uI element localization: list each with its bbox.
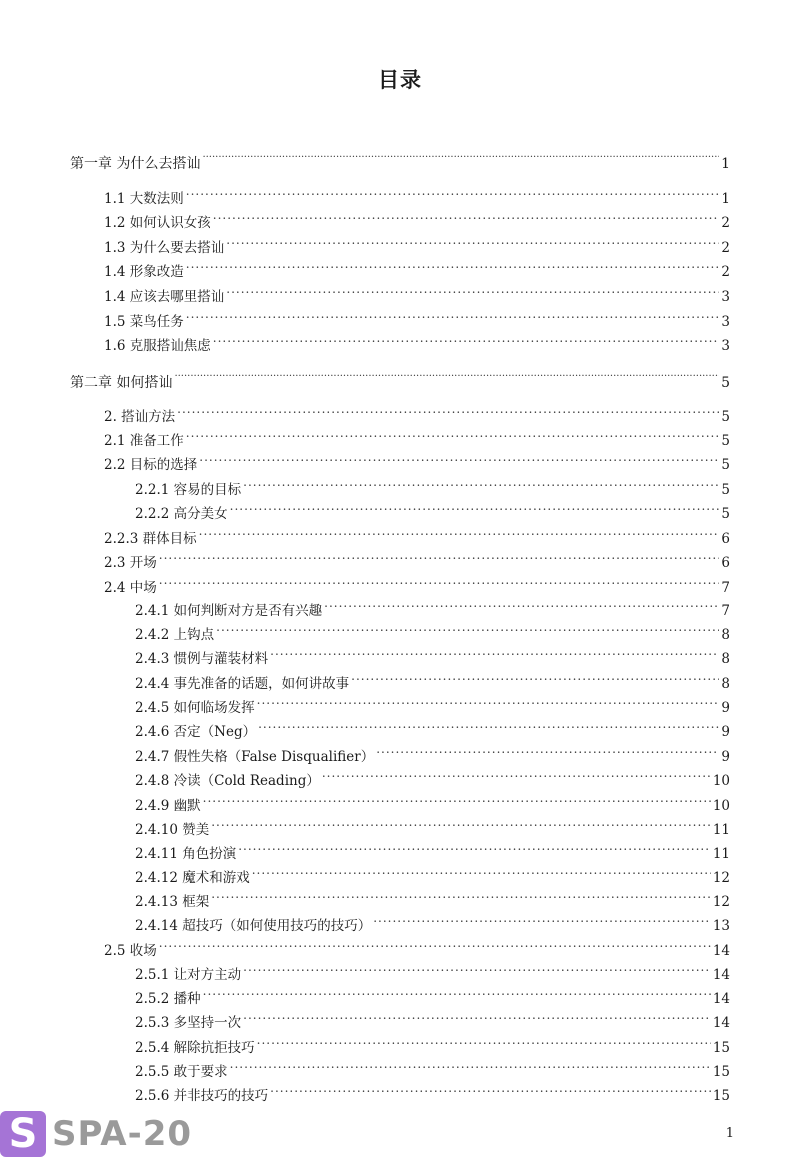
toc-entry[interactable] xyxy=(104,525,730,548)
toc-entry[interactable] xyxy=(135,816,730,839)
toc-entry[interactable] xyxy=(135,694,730,717)
toc-entry-page: 5 xyxy=(721,506,730,522)
dot-leader xyxy=(213,209,720,227)
toc-entry[interactable] xyxy=(135,621,730,644)
toc-entry[interactable] xyxy=(135,670,730,693)
toc-entry-label: 2.4.9 幽默 xyxy=(135,798,201,814)
toc-entry[interactable] xyxy=(135,500,730,523)
toc-entry-page: 1 xyxy=(721,191,730,207)
dot-leader xyxy=(177,403,719,421)
toc-entry-page: 7 xyxy=(721,603,730,619)
toc-entry[interactable] xyxy=(104,258,730,281)
dot-leader xyxy=(226,283,719,301)
dot-leader xyxy=(351,670,719,688)
dot-leader xyxy=(257,1034,711,1052)
toc-entry-label: 1.5 菜鸟任务 xyxy=(104,314,184,330)
dot-leader xyxy=(186,185,720,203)
toc-entry-page: 3 xyxy=(721,314,730,330)
toc-entry-page: 2 xyxy=(721,240,730,256)
toc-entry[interactable] xyxy=(135,1034,730,1057)
dot-leader xyxy=(202,150,719,168)
toc-entry-page: 13 xyxy=(712,918,730,934)
toc-entry-page: 11 xyxy=(712,822,730,838)
page-title: 目录 xyxy=(378,68,422,92)
toc-entry-page: 3 xyxy=(721,289,730,305)
toc-entry-label: 2.4 中场 xyxy=(104,580,157,596)
toc-entry[interactable] xyxy=(104,451,730,474)
toc-entry-label: 2.5 收场 xyxy=(104,943,157,959)
toc-entry-label: 2.4.7 假性失格（False Disqualifier） xyxy=(135,749,375,765)
toc-entry[interactable] xyxy=(104,209,730,232)
toc-entry-label: 1.1 大数法则 xyxy=(104,191,184,207)
toc-entry-page: 2 xyxy=(721,264,730,280)
dot-leader xyxy=(174,369,719,387)
dot-leader xyxy=(203,792,711,810)
toc-entry-page: 3 xyxy=(721,338,730,354)
toc-entry-page: 2 xyxy=(721,215,730,231)
toc-entry-label: 2.4.14 超技巧（如何使用技巧的技巧） xyxy=(135,918,372,934)
toc-entry-page: 9 xyxy=(721,749,730,765)
toc-entry-label: 2.4.6 否定（Neg） xyxy=(135,724,257,740)
toc-entry-label: 2.5.2 播种 xyxy=(135,991,201,1007)
dot-leader xyxy=(203,985,711,1003)
toc-entry-page: 15 xyxy=(712,1088,730,1104)
toc-entry-label: 2.4.8 冷读（Cold Reading） xyxy=(135,773,320,789)
toc-entry[interactable] xyxy=(135,1058,730,1081)
dot-leader xyxy=(324,597,719,615)
page-number: 1 xyxy=(725,1126,734,1141)
toc-entry-label: 1.3 为什么要去搭讪 xyxy=(104,240,225,256)
toc-entry[interactable] xyxy=(135,476,730,499)
dot-leader xyxy=(159,574,720,592)
toc-entry[interactable] xyxy=(135,597,730,620)
toc-entry-page: 10 xyxy=(712,798,730,814)
toc-entry-label: 2.4.10 赞美 xyxy=(135,822,210,838)
dot-leader xyxy=(322,767,711,785)
toc-entry-label: 2.5.6 并非技巧的技巧 xyxy=(135,1088,269,1104)
toc-entry-label: 2.4.13 框架 xyxy=(135,894,210,910)
logo-text: SPA-20 xyxy=(52,1114,193,1154)
dot-leader xyxy=(216,621,719,639)
toc-entry-label: 2.4.2 上钩点 xyxy=(135,627,215,643)
toc-entry-page: 11 xyxy=(712,846,730,862)
dot-leader xyxy=(238,840,711,858)
toc-entry[interactable] xyxy=(135,1082,730,1105)
toc-entry-label: 2.2.1 容易的目标 xyxy=(135,482,242,498)
toc-entry[interactable] xyxy=(135,767,730,790)
toc-entry-label: 2.2 目标的选择 xyxy=(104,457,198,473)
toc-chapter-entry[interactable] xyxy=(70,150,730,173)
dot-leader xyxy=(213,332,720,350)
toc-entry-page: 14 xyxy=(712,1015,730,1031)
dot-leader xyxy=(258,718,719,736)
toc-entry[interactable] xyxy=(104,234,730,257)
dot-leader xyxy=(230,500,720,518)
toc-entry-page: 10 xyxy=(712,773,730,789)
toc-entry[interactable] xyxy=(135,840,730,863)
toc-entry[interactable] xyxy=(104,574,730,597)
toc-entry-label: 2.1 准备工作 xyxy=(104,433,184,449)
dot-leader xyxy=(199,451,719,469)
toc-entry-label: 2.4.1 如何判断对方是否有兴趣 xyxy=(135,603,323,619)
toc-entry-label: 1.6 克服搭讪焦虑 xyxy=(104,338,211,354)
dot-leader xyxy=(186,308,720,326)
toc-entry-label: 1.2 如何认识女孩 xyxy=(104,215,211,231)
toc-entry[interactable] xyxy=(104,332,730,355)
dot-leader xyxy=(252,864,711,882)
toc-entry-page: 12 xyxy=(712,870,730,886)
toc-entry-page: 14 xyxy=(712,943,730,959)
toc-entry-page: 9 xyxy=(721,724,730,740)
dot-leader xyxy=(243,961,711,979)
toc-entry-label: 2.4.3 惯例与灌装材料 xyxy=(135,651,269,667)
toc-entry-label: 第二章 如何搭讪 xyxy=(70,375,173,391)
toc-entry-label: 第一章 为什么去搭讪 xyxy=(70,156,201,172)
toc-entry[interactable] xyxy=(135,743,730,766)
toc-entry-page: 6 xyxy=(721,555,730,571)
toc-entry-label: 2.2.3 群体目标 xyxy=(104,531,197,547)
logo-mark: S xyxy=(0,1111,46,1157)
toc-entry-label: 2.4.11 角色扮演 xyxy=(135,846,237,862)
toc-entry[interactable] xyxy=(135,985,730,1008)
toc-entry-page: 5 xyxy=(721,375,730,391)
dot-leader xyxy=(376,743,719,761)
toc-entry-page: 5 xyxy=(721,457,730,473)
watermark-logo xyxy=(0,1111,192,1157)
toc-entry-label: 2.5.1 让对方主动 xyxy=(135,967,242,983)
toc-entry-page: 1 xyxy=(721,156,730,172)
toc-entry-label: 2.4.5 如何临场发挥 xyxy=(135,700,255,716)
toc-entry-label: 2. 搭讪方法 xyxy=(104,409,176,425)
toc-entry[interactable] xyxy=(135,864,730,887)
toc-entry-page: 5 xyxy=(721,433,730,449)
dot-leader xyxy=(159,549,720,567)
toc-entry[interactable] xyxy=(135,1009,730,1032)
toc-entry-page: 8 xyxy=(721,627,730,643)
dot-leader xyxy=(211,888,711,906)
toc-entry-page: 14 xyxy=(712,991,730,1007)
toc-entry-label: 1.4 形象改造 xyxy=(104,264,184,280)
toc-entry-label: 2.5.5 敢于要求 xyxy=(135,1064,228,1080)
toc-entry[interactable] xyxy=(135,912,730,935)
toc-chapter-entry[interactable] xyxy=(70,369,730,392)
toc-entry-label: 2.4.12 魔术和游戏 xyxy=(135,870,250,886)
dot-leader xyxy=(270,645,719,663)
dot-leader xyxy=(186,427,720,445)
toc-entry-page: 14 xyxy=(712,967,730,983)
toc-entry[interactable] xyxy=(104,937,730,960)
toc-entry-label: 2.3 开场 xyxy=(104,555,157,571)
toc-entry[interactable] xyxy=(104,283,730,306)
toc-entry-page: 15 xyxy=(712,1064,730,1080)
toc-entry-page: 9 xyxy=(721,700,730,716)
toc-entry[interactable] xyxy=(135,645,730,668)
toc-entry-page: 5 xyxy=(721,409,730,425)
dot-leader xyxy=(226,234,719,252)
toc-entry-page: 7 xyxy=(721,580,730,596)
toc-entry-label: 2.5.3 多坚持一次 xyxy=(135,1015,242,1031)
toc-entry[interactable] xyxy=(104,549,730,572)
toc-entry[interactable] xyxy=(104,403,730,426)
dot-leader xyxy=(270,1082,711,1100)
dot-leader xyxy=(211,816,711,834)
toc-entry[interactable] xyxy=(104,427,730,450)
toc-entry[interactable] xyxy=(135,792,730,815)
toc-entry-page: 8 xyxy=(721,651,730,667)
toc-entry-page: 6 xyxy=(721,531,730,547)
toc-entry-label: 2.4.4 事先准备的话题，如何讲故事 xyxy=(135,676,350,692)
toc-entry[interactable] xyxy=(135,961,730,984)
toc-entry[interactable] xyxy=(135,718,730,741)
dot-leader xyxy=(199,525,720,543)
toc-entry-label: 2.5.4 解除抗拒技巧 xyxy=(135,1040,255,1056)
toc-entry[interactable] xyxy=(135,888,730,911)
toc-entry-label: 1.4 应该去哪里搭讪 xyxy=(104,289,225,305)
toc-entry-page: 8 xyxy=(721,676,730,692)
dot-leader xyxy=(243,1009,711,1027)
toc-entry-page: 15 xyxy=(712,1040,730,1056)
dot-leader xyxy=(373,912,711,930)
toc-entry[interactable] xyxy=(104,185,730,208)
toc-entry-page: 5 xyxy=(721,482,730,498)
dot-leader xyxy=(159,937,711,955)
dot-leader xyxy=(243,476,719,494)
toc-entry-page: 12 xyxy=(712,894,730,910)
toc-entry[interactable] xyxy=(104,308,730,331)
dot-leader xyxy=(186,258,720,276)
dot-leader xyxy=(230,1058,711,1076)
toc-entry-label: 2.2.2 高分美女 xyxy=(135,506,228,522)
dot-leader xyxy=(257,694,720,712)
